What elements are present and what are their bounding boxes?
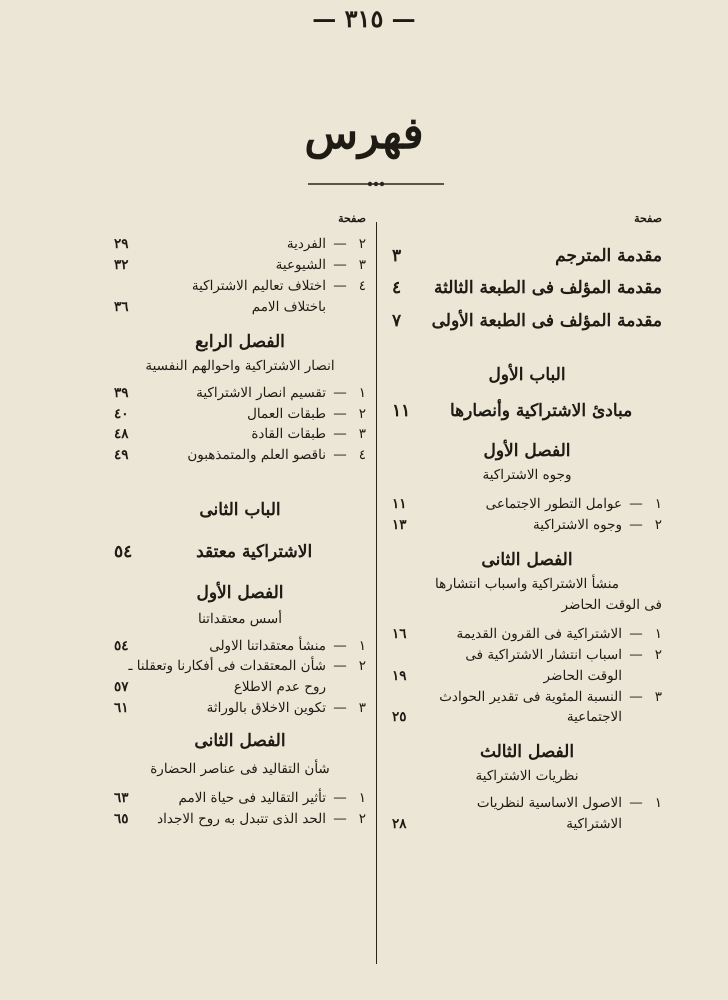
chapter-heading: الفصل الثانى [194, 731, 286, 752]
toc-entry[interactable]: ١ — الاشتراكية فى القرون القديمة ١٦ [392, 624, 662, 645]
toc-entry[interactable]: ٢ — اسباب انتشار الاشتراكية فى [392, 645, 662, 666]
part-heading: الباب الأول [488, 364, 566, 385]
entry-number: ٢ [358, 236, 366, 252]
part-heading: الباب الثانى [199, 500, 281, 521]
chapter-heading: الفصل الثالث [479, 742, 575, 763]
entry-text: الشيوعية [275, 256, 326, 273]
chapter-heading: الفصل الأول [483, 441, 571, 462]
chapter-subtitle: شأن التقاليد فى عناصر الحضارة [150, 761, 330, 778]
toc-entry[interactable] [392, 395, 662, 427]
entry-page: ٤٠ [114, 405, 129, 422]
entry-page: ٤٩ [114, 447, 129, 464]
entry-page: ٧ [392, 310, 402, 331]
entry-number: ٢ [358, 658, 366, 675]
entry-page: ٦٥ [114, 811, 129, 828]
chapter-heading: الفصل الثانى [481, 549, 573, 570]
page-column-label: صفحة [634, 212, 662, 225]
entry-text: الوقت الحاضر [543, 667, 622, 684]
toc-entry[interactable] [114, 536, 366, 568]
toc-entry[interactable]: ١ — تقسيم انصار الاشتراكية ٣٩ [114, 383, 366, 404]
entry-text: تكوين الاخلاق بالوراثة [206, 700, 326, 717]
entry-text: الفردية [286, 236, 326, 252]
entry-number: ١ [654, 496, 662, 513]
entry-text: مبادئ الاشتراكية وأنصارها [449, 400, 633, 421]
entry-text: منشأ معتقداتنا الاولى [209, 637, 326, 654]
toc-entry[interactable]: ٢ — الحد الذى تتبدل به روح الاجداد ٦٥ [114, 809, 366, 830]
entry-text: مقدمة المترجم [555, 246, 662, 266]
entry-page: ٤٨ [114, 426, 129, 443]
entry-page: ١١ [392, 496, 407, 513]
entry-number: ٣ [654, 688, 662, 705]
title-ornament [308, 178, 444, 190]
toc-entry[interactable]: ٣ — الشيوعية ٣٢ [114, 255, 366, 276]
toc-entry[interactable]: ٣ — تكوين الاخلاق بالوراثة ٦١ [114, 698, 366, 719]
entry-text: اسباب انتشار الاشتراكية فى [465, 646, 622, 663]
toc-entry[interactable]: ٤ — ناقصو العلم والمتمذهبون ٤٩ [114, 445, 366, 466]
entry-text: الاشتراكية فى القرون القديمة [456, 625, 622, 642]
chapter-heading: الفصل الرابع [195, 331, 285, 352]
entry-text: النسبة المئوية فى تقدير الحوادث [439, 688, 622, 705]
entry-number: ٢ [358, 405, 366, 422]
entry-page: ١٦ [392, 625, 407, 642]
page-number: — ٣١٥ — [312, 4, 416, 33]
toc-entry-continued [392, 814, 662, 835]
entry-text: روح عدم الاطلاع [233, 679, 326, 696]
toc-entry[interactable]: ٢ — شأن المعتقدات فى أفكارنا وتعقلنا ـ [114, 656, 366, 677]
entry-page: ١٣ [392, 517, 407, 534]
toc-entry[interactable]: ١ — منشأ معتقداتنا الاولى ٥٤ [114, 636, 366, 657]
toc-entry-continued [392, 666, 662, 687]
entry-number: ١ [654, 625, 662, 642]
toc-entry[interactable] [392, 272, 662, 304]
entry-number: ٢ [654, 646, 662, 663]
toc-entry[interactable]: ٣ — طبقات القادة ٤٨ [114, 424, 366, 445]
entry-text: الاشتراكية معتقد [196, 542, 313, 563]
entry-page: ٢٩ [114, 236, 129, 252]
entry-page: ١٩ [392, 667, 407, 684]
entry-number: ١ [358, 790, 366, 807]
entry-number: ٣ [358, 700, 366, 717]
entry-number: ٤ [358, 277, 366, 294]
entry-text: شأن المعتقدات فى أفكارنا وتعقلنا ـ [128, 658, 326, 675]
toc-entry-continued [114, 297, 366, 318]
entry-text: اختلاف تعاليم الاشتراكية [191, 277, 326, 294]
entry-page: ٣٩ [114, 384, 129, 401]
entry-text: باختلاف الامم [251, 298, 326, 315]
entry-text: طبقات القادة [251, 426, 326, 443]
toc-entry[interactable]: ١ — عوامل التطور الاجتماعى ١١ [392, 494, 662, 515]
entry-page: ٥٤ [114, 542, 133, 563]
entry-number: ٢ [654, 517, 662, 534]
entry-number: ١ [358, 637, 366, 654]
entry-number: ١ [654, 795, 662, 812]
toc-entry[interactable]: ٢ — طبقات العمال ٤٠ [114, 404, 366, 425]
entry-text: الاشتراكية [566, 816, 622, 833]
entry-page: ٥٤ [114, 637, 129, 654]
entry-text: عوامل التطور الاجتماعى [485, 496, 622, 513]
entry-text: وجوه الاشتراكية [533, 517, 622, 534]
entry-number: ٢ [358, 811, 366, 828]
entry-number: ١ [358, 384, 366, 401]
entry-text: ناقصو العلم والمتمذهبون [187, 447, 326, 464]
toc-entry[interactable]: ٢ — وجوه الاشتراكية ١٣ [392, 515, 662, 536]
chapter-subtitle: أسس معتقداتنا [198, 610, 282, 627]
entry-page: ٣٦ [114, 298, 129, 315]
toc-right-column [392, 212, 662, 835]
entry-page: ٦١ [114, 700, 129, 717]
entry-number: ٣ [358, 426, 366, 443]
toc-entry-continued [392, 707, 662, 728]
column-divider [376, 222, 377, 964]
entry-text: طبقات العمال [247, 405, 326, 422]
toc-entry[interactable]: ١ — تأثير التقاليد فى حياة الامم ٦٣ [114, 788, 366, 809]
toc-entry[interactable] [392, 305, 662, 337]
entry-text: تقسيم انصار الاشتراكية [196, 384, 326, 401]
entry-text: الاصول الاساسية لنظريات [476, 795, 622, 812]
page-column-label: صفحة [338, 212, 366, 225]
entry-number: ٤ [358, 447, 366, 464]
chapter-subtitle: فى الوقت الحاضر [561, 596, 662, 613]
entry-number: ٣ [358, 256, 366, 273]
entry-text: الحد الذى تتبدل به روح الاجداد [157, 811, 326, 828]
chapter-subtitle: منشأ الاشتراكية واسباب انتشارها [434, 575, 620, 592]
entry-page: ٣٢ [114, 256, 129, 273]
entry-text: الاجتماعية [566, 709, 622, 726]
entry-text: مقدمة المؤلف فى الطبعة الأولى [431, 310, 662, 331]
toc-entry-continued [114, 677, 366, 698]
entry-page: ٦٣ [114, 790, 129, 807]
toc-entry[interactable]: ٣ — النسبة المئوية فى تقدير الحوادث [392, 687, 662, 708]
entry-text: تأثير التقاليد فى حياة الامم [178, 790, 326, 807]
toc-entry[interactable] [392, 240, 662, 272]
toc-entry[interactable]: ٤ — اختلاف تعاليم الاشتراكية [114, 276, 366, 297]
toc-entry[interactable]: ١ — الاصول الاساسية لنظريات [392, 793, 662, 814]
entry-page: ٢٥ [392, 709, 407, 726]
toc-left-column [114, 212, 366, 830]
chapter-subtitle: انصار الاشتراكية واحوالهم النفسية [145, 357, 335, 374]
toc-entry[interactable]: ٢ — الفردية ٢٩ [114, 234, 366, 255]
entry-page: ١١ [392, 400, 411, 421]
entry-page: ٣ [392, 246, 402, 266]
entry-text: مقدمة المؤلف فى الطبعة الثالثة [433, 278, 662, 299]
chapter-subtitle: وجوه الاشتراكية [482, 467, 572, 484]
chapter-heading: الفصل الأول [196, 582, 284, 603]
chapter-subtitle: نظريات الاشتراكية [475, 768, 579, 785]
page-title: فهرس [304, 108, 424, 159]
entry-page: ٥٧ [114, 679, 129, 696]
entry-page: ٢٨ [392, 816, 407, 833]
entry-page: ٤ [392, 278, 402, 299]
